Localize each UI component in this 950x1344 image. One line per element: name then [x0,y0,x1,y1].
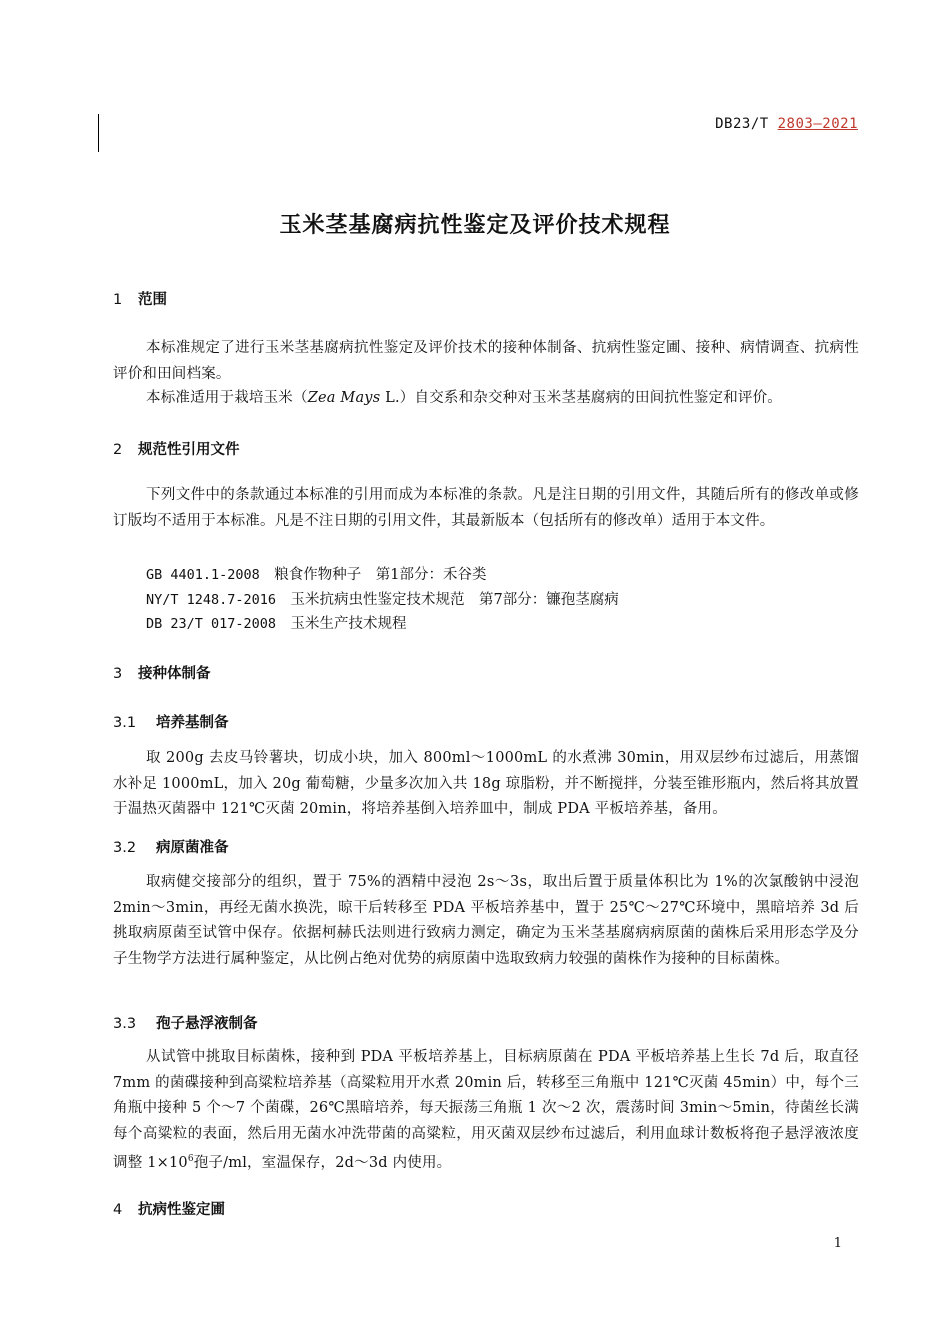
text: 本标准适用于栽培玉米（ [146,390,308,406]
section-number: 3.3 [113,1016,137,1032]
section-3-2-heading [113,836,229,857]
section-1-paragraph-1: 本标准规定了进行玉米茎基腐病抗性鉴定及评价技术的接种体制备、抗病性鉴定圃、接种、病情调查、抗病性评价和田间档案。 [113,340,859,382]
reference-item [146,612,407,633]
standard-code [715,116,858,132]
section-3-2-paragraph: 取病健交接部分的组织，置于 75%的酒精中浸泡 2s～3s，取出后置于质量体积比为 1%的次氯酸钠中浸泡 2min～3min，再经无菌水换洗，晾干后转移至 PDA 平板培养基中，置于 25℃～27℃环境中，黑暗培养 3d 后挑取病原菌至试管中保存。依据柯赫氏法则进行致病力测定，确定为玉米茎基腐病病原菌的菌株后采用形态学及分子生物学方法进行属种鉴定，从比例占绝对优势的病原菌中选取致病力较强的菌株作为接种的目标菌株。 [113,874,859,967]
reference-item [146,563,487,584]
section-title: 病原菌准备 [156,840,229,856]
text: 从试管中挑取目标菌株，接种到 PDA 平板培养基上，目标病原菌在 PDA 平板培养基上生长 7d 后，取直径 7mm 的菌碟接种到高粱粒培养基（高粱粒用开水煮 20min 后，转移至三角瓶中 121℃灭菌 45min）中，每个三角瓶中接种 5 个～7 个菌碟，26℃黑暗培养，每天振荡三角瓶 1 次～2 次，震荡时间 3min～5min，待菌丝长满每个高粱粒的表面，然后用无菌水冲洗带菌的高粱粒，用灭菌双层纱布过滤后，利用血球计数板将孢子悬浮液浓度调整 1×10 [113,1049,859,1171]
section-2-paragraph: 下列文件中的条款通过本标准的引用而成为本标准的条款。凡是注日期的引用文件，其随后所有的修改单或修订版均不适用于本标准。凡是不注日期的引用文件，其最新版本（包括所有的修改单）适用于本文件。 [113,487,859,529]
section-title: 抗病性鉴定圃 [138,1202,225,1218]
section-title: 规范性引用文件 [138,442,240,458]
corner-mark [98,114,99,152]
reference-title: 玉米生产技术规程 [290,616,407,632]
section-title: 培养基制备 [156,715,229,731]
section-title: 孢子悬浮液制备 [156,1016,258,1032]
text: 孢子/ml，室温保存，2d～3d 内使用。 [193,1154,452,1171]
reference-item [146,588,619,609]
reference-code: DB 23/T 017-2008 [146,616,277,632]
section-4-heading [113,1198,225,1219]
exponent: 6 [187,1154,194,1164]
section-number: 2 [113,442,123,458]
latin-name: Zea Mays [307,390,381,406]
section-number: 1 [113,292,123,308]
code-prefix: DB23/T [715,116,778,132]
section-3-1-heading [113,711,229,732]
section-1-heading [113,288,167,309]
reference-code: NY/T 1248.7-2016 [146,592,277,608]
code-number: 2803 [777,116,814,132]
section-title: 接种体制备 [138,666,211,682]
section-number: 3.1 [113,715,137,731]
code-year: 2021 [822,116,858,132]
page-number: 1 [833,1236,842,1251]
section-3-3-heading [113,1012,258,1033]
section-3-1-paragraph: 取 200g 去皮马铃薯块，切成小块，加入 800ml～1000mL 的水煮沸 30min，用双层纱布过滤后，用蒸馏水补足 1000mL，加入 20g 葡萄糖，少量多次加入共 18g 琼脂粉，并不断搅拌，分装至锥形瓶内，然后将其放置于温热灭菌器中 121℃灭菌 20min，将培养基倒入培养皿中，制成 PDA 平板培养基，备用。 [113,750,859,817]
section-number: 4 [113,1202,123,1218]
section-number: 3.2 [113,840,137,856]
reference-title: 粮食作物种子 第1部分：禾谷类 [274,567,487,583]
document-title: 玉米茎基腐病抗性鉴定及评价技术规程 [279,213,671,238]
reference-code: GB 4401.1-2008 [146,567,260,583]
section-3-heading [113,662,211,683]
section-number: 3 [113,666,123,682]
reference-title: 玉米抗病虫性鉴定技术规范 第7部分：镰孢茎腐病 [290,592,619,608]
section-1-paragraph-2 [113,386,859,412]
section-3-3-paragraph [113,1045,859,1176]
code-dash: — [813,116,823,132]
section-title: 范围 [138,292,167,308]
section-2-heading [113,438,240,459]
text: L.）自交系和杂交种对玉米茎基腐病的田间抗性鉴定和评价。 [380,390,782,406]
